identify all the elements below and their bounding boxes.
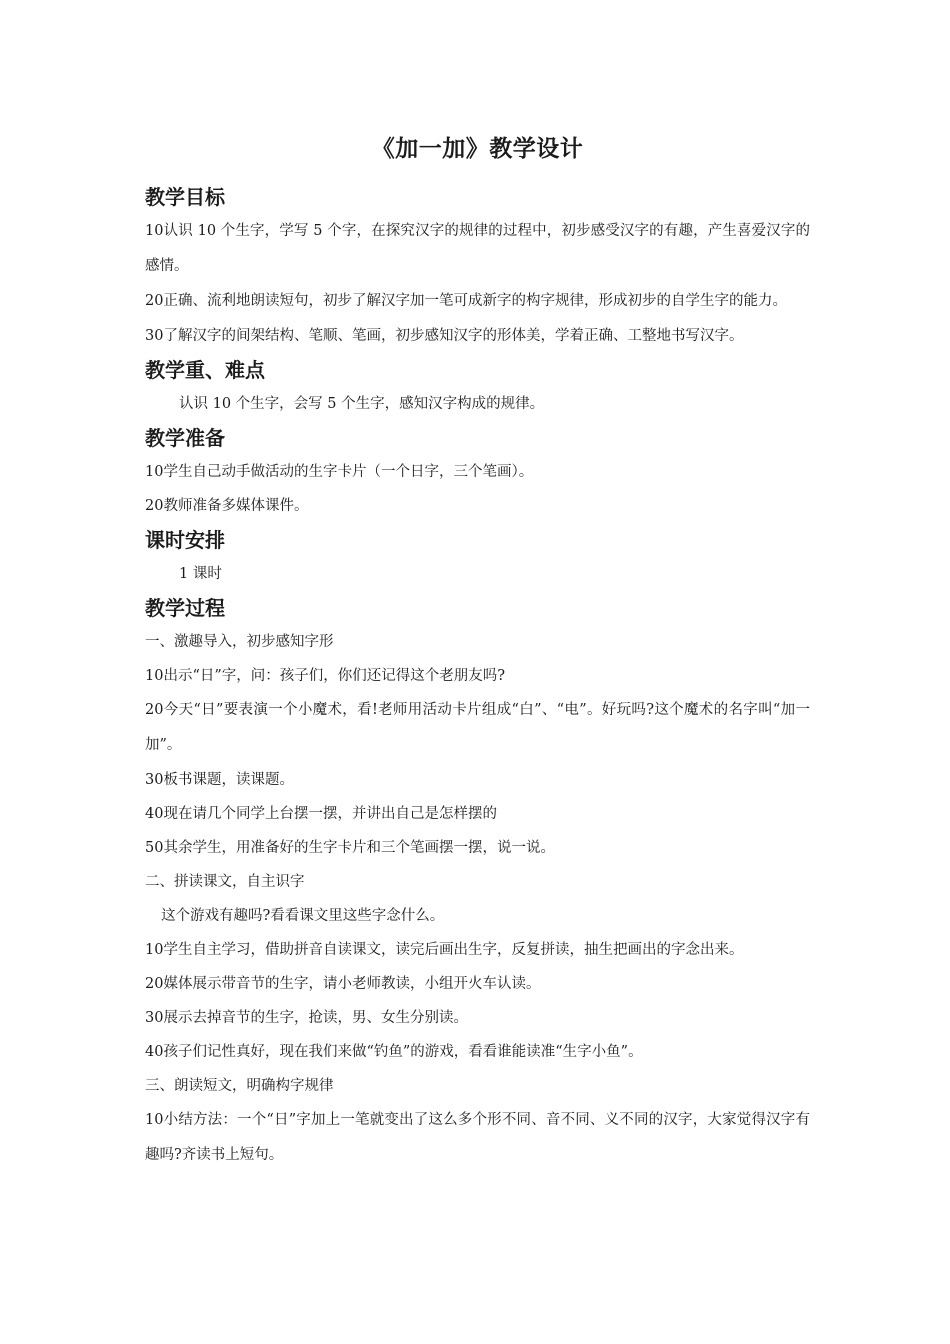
process-item: 10小结方法：一个“日”字加上一笔就变出了这么多个形不同、音不同、义不同的汉字，大家觉得汉字有趣吗?齐读书上短句。 xyxy=(145,1112,810,1163)
section-heading-schedule: 课时安排 xyxy=(145,528,225,552)
goal-item: 10认识 10 个生字，学写 5 个字，在探究汉字的规律的过程中，初步感受汉字的有趣，产生喜爱汉字的感情。 xyxy=(145,223,810,274)
process-item: 30板书课题，读课题。 xyxy=(145,772,294,788)
process-item: 40现在请几个同学上台摆一摆，并讲出自己是怎样摆的 xyxy=(145,806,497,822)
goal-item: 30了解汉字的间架结构、笔顺、笔画，初步感知汉字的形体美，学着正确、工整地书写汉字。 xyxy=(145,328,744,344)
section-heading-process: 教学过程 xyxy=(145,596,225,620)
preparation-item: 10学生自己动手做活动的生字卡片（一个日字，三个笔画）。 xyxy=(145,464,534,480)
document-title: 《加一加》教学设计 xyxy=(371,135,584,162)
goal-item: 20正确、流利地朗读短句，初步了解汉字加一笔可成新字的构字规律，形成初步的自学生字的能力。 xyxy=(145,293,787,309)
process-item: 50其余学生，用准备好的生字卡片和三个笔画摆一摆，说一说。 xyxy=(145,840,555,856)
process-item: 40孩子们记性真好，现在我们来做“钓鱼”的游戏，看看谁能读准“生字小鱼”。 xyxy=(145,1044,643,1060)
process-item: 20媒体展示带音节的生字，请小老师教读，小组开火车认读。 xyxy=(145,976,541,992)
process-part-title: 一、激趣导入，初步感知字形 xyxy=(145,634,334,650)
process-item: 10出示“日”字，问：孩子们，你们还记得这个老朋友吗? xyxy=(145,668,506,684)
process-item: 30展示去掉音节的生字，抢读，男、女生分别读。 xyxy=(145,1010,468,1026)
section-heading-preparation: 教学准备 xyxy=(145,426,225,450)
key-points-text: 认识 10 个生字，会写 5 个生字，感知汉字构成的规律。 xyxy=(179,396,545,412)
schedule-text: 1 课时 xyxy=(179,566,222,582)
preparation-item: 20教师准备多媒体课件。 xyxy=(145,498,309,514)
section-heading-goals: 教学目标 xyxy=(145,185,225,209)
process-intro: 这个游戏有趣吗?看看课文里这些字念什么。 xyxy=(161,908,445,924)
process-part-title: 三、朗读短文，明确构字规律 xyxy=(145,1078,334,1094)
process-item: 10学生自主学习，借助拼音自读课文，读完后画出生字，反复拼读，抽生把画出的字念出来。 xyxy=(145,942,744,958)
document-page xyxy=(145,128,810,1173)
process-part-title: 二、拼读课文，自主识字 xyxy=(145,874,305,890)
section-heading-key-points: 教学重、难点 xyxy=(145,358,265,382)
process-item: 20今天“日”要表演一个小魔术，看!老师用活动卡片组成“白”、“电”。好玩吗?这个魔术的名字叫“加一加”。 xyxy=(145,702,810,753)
